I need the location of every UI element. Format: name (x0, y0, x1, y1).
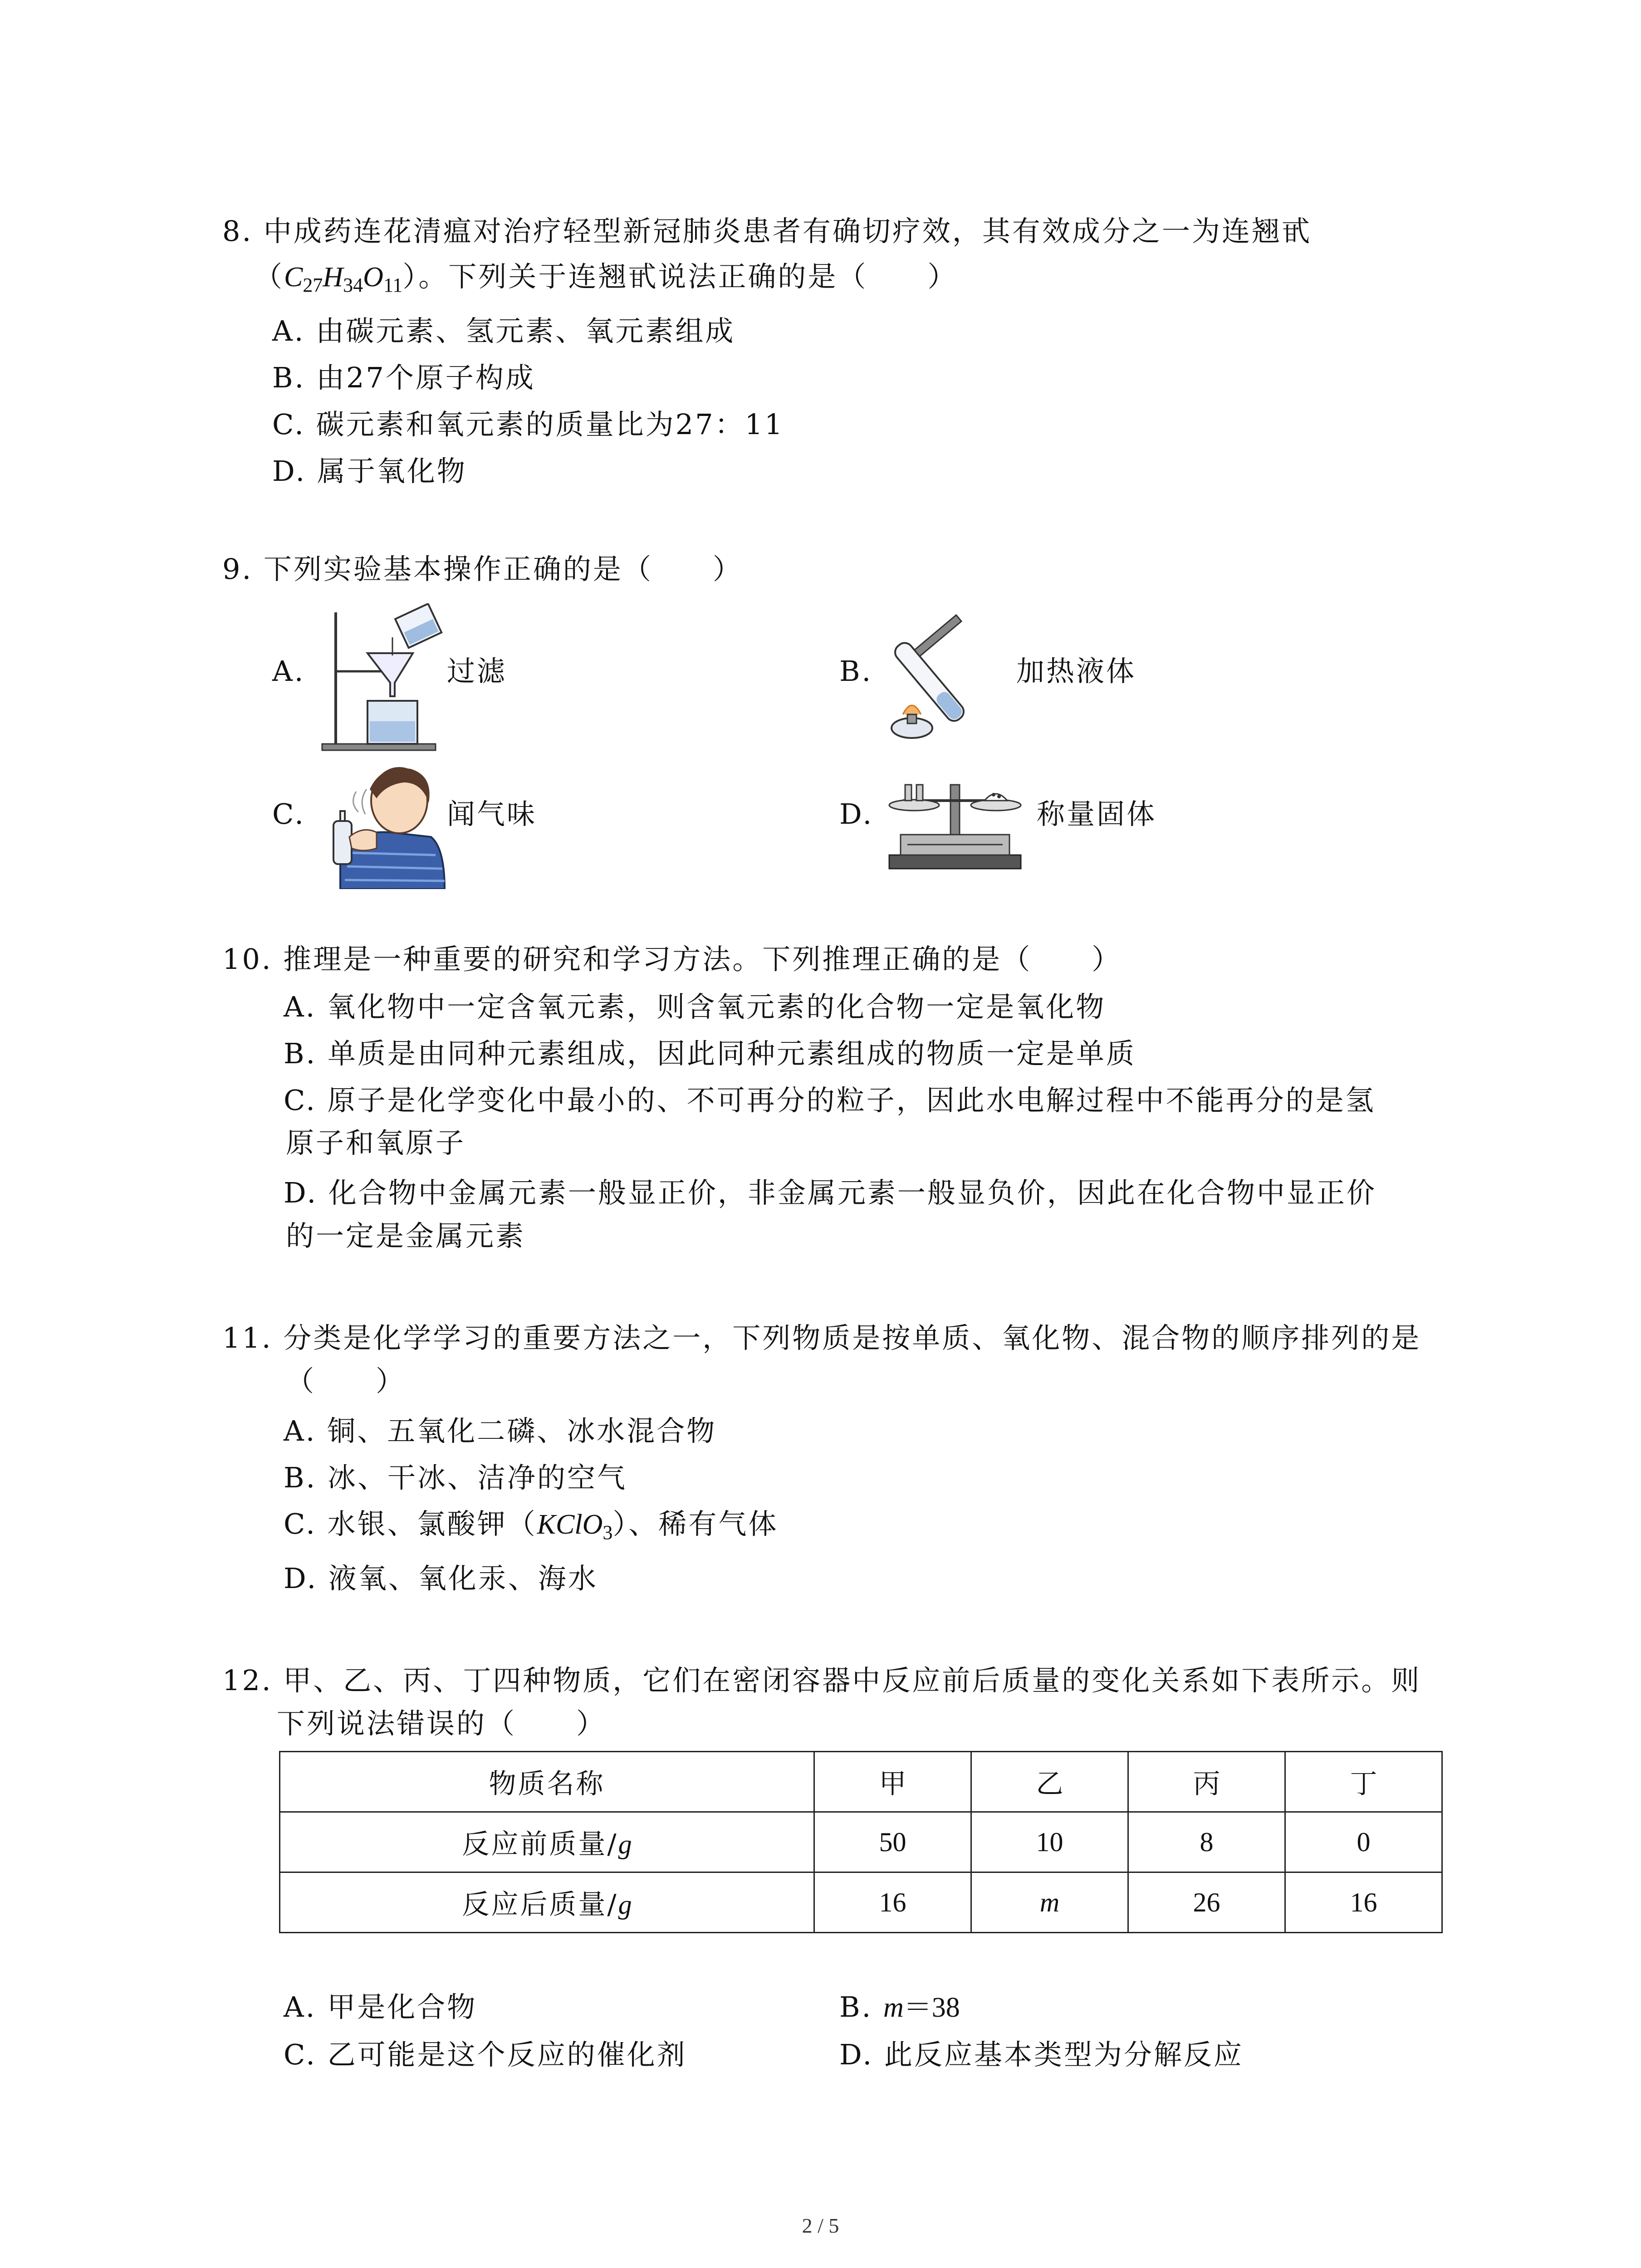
table-header-cell: 丁 (1285, 1752, 1442, 1812)
table-cell: 0 (1285, 1812, 1442, 1872)
q11-option-d: D. 液氧、氧化汞、海水 (284, 1562, 598, 1595)
q9-option-b-label: 加热液体 (1016, 655, 1136, 688)
q9-option-a-label: 过滤 (447, 655, 507, 688)
q8-option-c: C. 碳元素和氧元素的质量比为27：11 (272, 408, 784, 441)
table-cell: 26 (1128, 1872, 1285, 1933)
q11-option-b: B. 冰、干冰、洁净的空气 (284, 1461, 627, 1494)
q10-option-c-line1: C. 原子是化学变化中最小的、不可再分的粒子，因此水电解过程中不能再分的是氢 (284, 1084, 1376, 1117)
q9-option-c-letter: C. (272, 797, 305, 831)
table-row-label: 反应前质量/g (280, 1812, 814, 1872)
table-row (280, 1872, 1442, 1933)
q9-option-a-letter: A. (272, 655, 305, 688)
table-header-cell: 丙 (1128, 1752, 1285, 1812)
q10-option-a: A. 氧化物中一定含氧元素，则含氧元素的化合物一定是氧化物 (284, 990, 1106, 1023)
q9-option-d-label: 称量固体 (1037, 797, 1157, 831)
q10-option-b: B. 单质是由同种元素组成，因此同种元素组成的物质一定是单质 (284, 1037, 1136, 1070)
q12-option-d: D. 此反应基本类型为分解反应 (839, 2038, 1244, 2071)
table-header-cell: 物质名称 (280, 1752, 814, 1812)
q9-option-d-letter: D. (839, 797, 874, 831)
q12-option-a: A. 甲是化合物 (284, 1990, 477, 2024)
table-header-cell: 乙 (971, 1752, 1128, 1812)
q10-stem: 10. 推理是一种重要的研究和学习方法。下列推理正确的是（ ） (222, 943, 1122, 976)
q10-option-d-line2: 的一定是金属元素 (286, 1219, 526, 1252)
q12-stem-line2: 下列说法错误的（ ） (277, 1707, 607, 1740)
forsythoside-formula: $C_{27}H_{34}O_{11}$ (284, 262, 403, 296)
q8-option-d: D. 属于氧化物 (272, 455, 467, 488)
page-number: 2 / 5 (802, 2214, 839, 2237)
table-row-label: 反应后质量/g (280, 1872, 814, 1933)
table-cell: m (971, 1872, 1128, 1933)
table-cell: 8 (1128, 1812, 1285, 1872)
table-header-cell: 甲 (814, 1752, 971, 1812)
table-cell: 16 (814, 1872, 971, 1933)
q8-stem-line1: 8. 中成药连花清瘟对治疗轻型新冠肺炎患者有确切疗效，其有效成分之一为连翘甙 (222, 215, 1312, 248)
q12-stem-line1: 12. 甲、乙、丙、丁四种物质，它们在密闭容器中反应前后质量的变化关系如下表所示。则 (222, 1664, 1421, 1697)
balance-scale-icon (880, 767, 1030, 875)
q8-option-b: B. 由27个原子构成 (272, 361, 535, 394)
table-cell: 50 (814, 1812, 971, 1872)
q9-stem: 9. 下列实验基本操作正确的是（ ） (222, 552, 743, 586)
q9-option-c-label: 闻气味 (447, 797, 537, 831)
q11-stem-line1: 11. 分类是化学学习的重要方法之一，下列物质是按单质、氧化物、混合物的顺序排列的是 (222, 1321, 1421, 1354)
q9-option-b-letter: B. (839, 655, 873, 688)
q8-stem-line2: $(C_{27}H_{34}O_{11})$。下列关于连翘甙说法正确的是（ ） (254, 260, 958, 296)
table-header-row (280, 1752, 1442, 1812)
smelling-gas-boy-icon (313, 758, 449, 889)
table-row (280, 1812, 1442, 1872)
q11-option-c: C. 水银、氯酸钾（KClO$_3$）、稀有气体 (284, 1507, 779, 1544)
heating-test-tube-icon (885, 606, 1012, 742)
mass-change-table (279, 1751, 1443, 1933)
table-cell: 10 (971, 1812, 1128, 1872)
q12-option-c: C. 乙可能是这个反应的催化剂 (284, 2038, 687, 2071)
q8-option-a: A. 由碳元素、氢元素、氧元素组成 (272, 314, 735, 347)
q11-option-a: A. 铜、五氧化二磷、冰水混合物 (284, 1414, 717, 1447)
q12-option-b: B. m＝38 (839, 1990, 960, 2024)
q11-stem-line2: （ ） (286, 1364, 406, 1398)
potassium-chlorate-formula: KClO$_3$ (537, 1509, 613, 1544)
q10-option-d-line1: D. 化合物中金属元素一般显正价，非金属元素一般显负价，因此在化合物中显正价 (284, 1176, 1376, 1209)
filtration-apparatus-icon (313, 603, 449, 753)
table-cell: 16 (1285, 1872, 1442, 1933)
q10-option-c-line2: 原子和氧原子 (286, 1126, 466, 1159)
